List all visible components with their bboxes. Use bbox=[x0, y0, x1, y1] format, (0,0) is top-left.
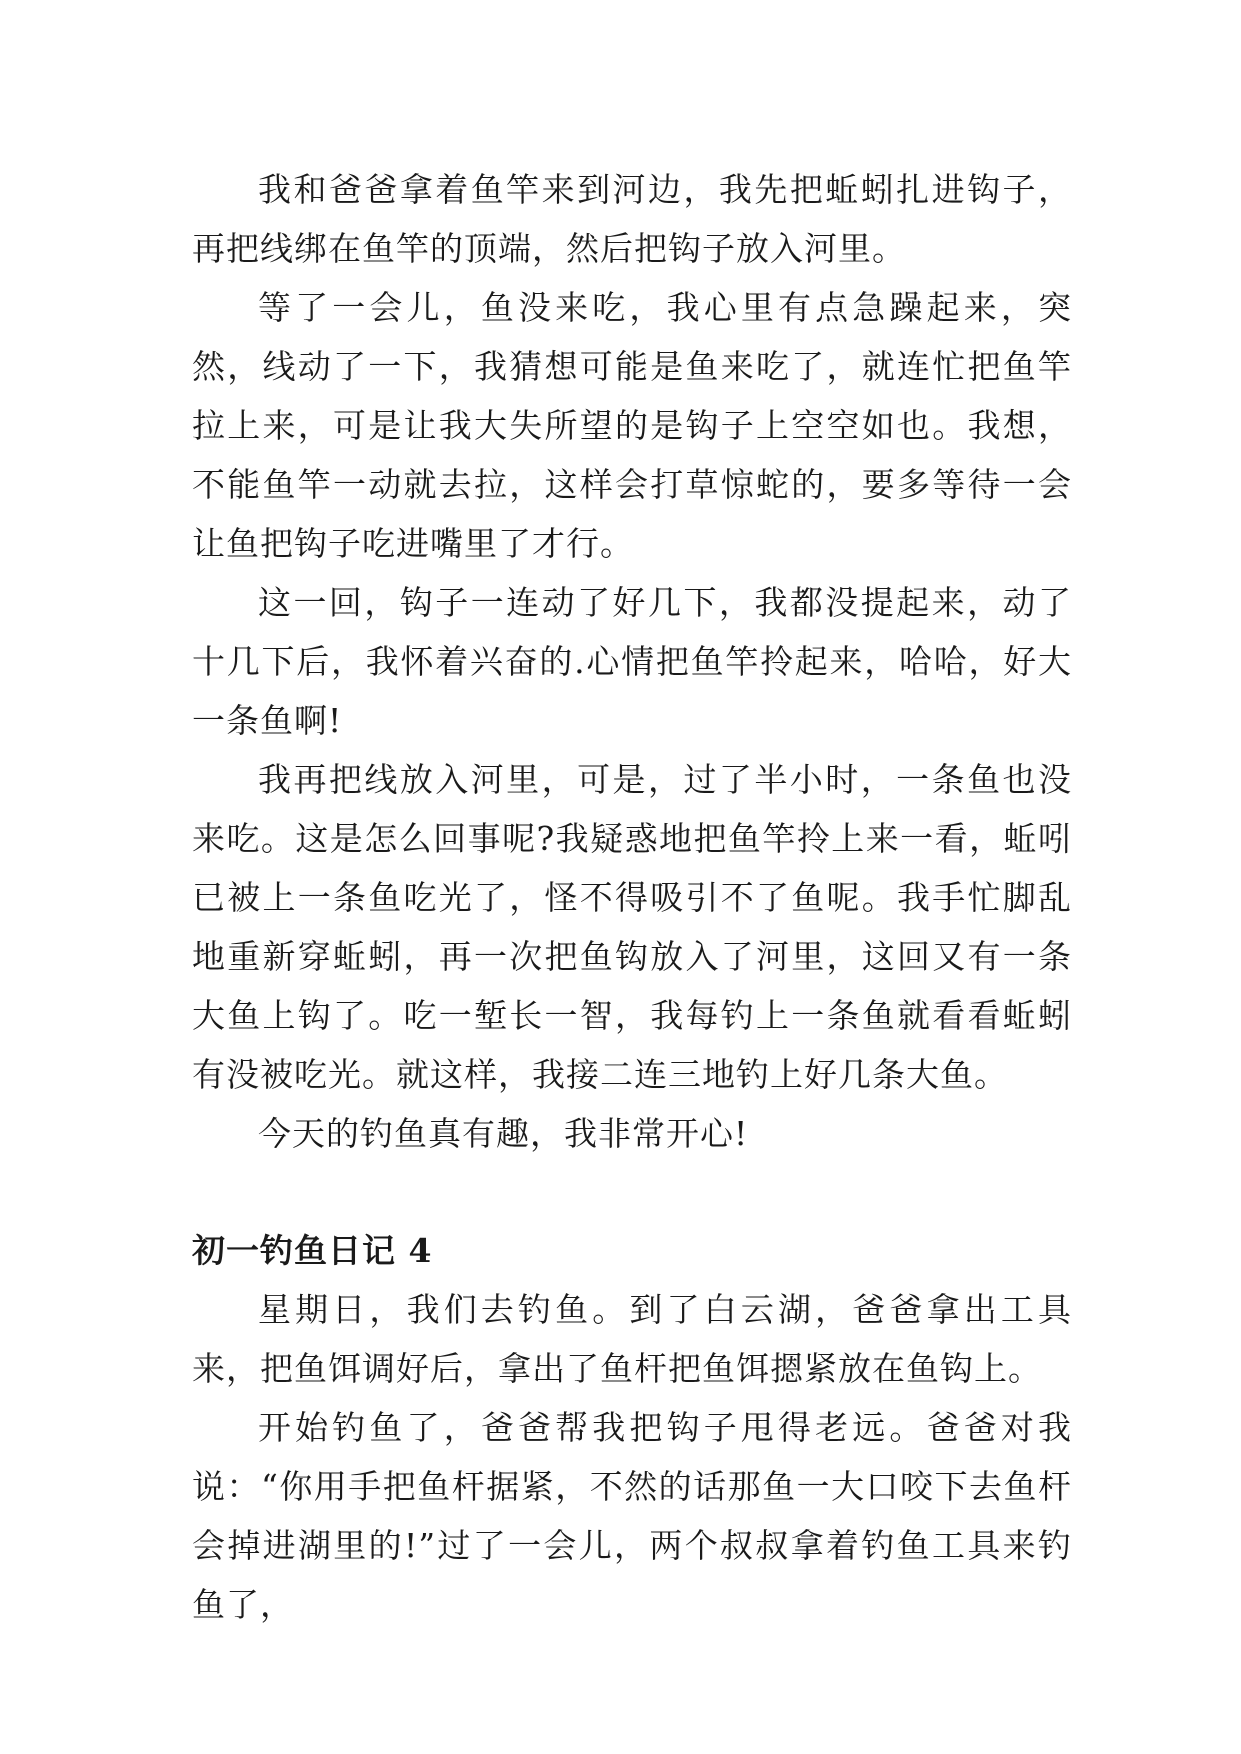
article-body bbox=[192, 160, 1072, 1634]
paragraph-3: 这一回，钩子一连动了好几下，我都没提起来，动了十几下后，我怀着兴奋的.心情把鱼竿拎起来，哈哈，好大一条鱼啊! bbox=[192, 583, 1072, 740]
paragraph-1: 我和爸爸拿着鱼竿来到河边，我先把蚯蚓扎进钩子，再把线绑在鱼竿的顶端，然后把钩子放入河里。 bbox=[192, 170, 1072, 268]
paragraph-5: 今天的钓鱼真有趣，我非常开心! bbox=[258, 1114, 749, 1153]
section-title: 初一钓鱼日记 4 bbox=[192, 1231, 433, 1270]
paragraph-7: 开始钓鱼了，爸爸帮我把钩子甩得老远。爸爸对我说：“你用手把鱼杆据紧，不然的话那鱼一大口咬下去鱼杆会掉进湖里的!”过了一会儿，两个叔叔拿着钓鱼工具来钓鱼了， bbox=[192, 1408, 1072, 1624]
paragraph-6: 星期日，我们去钓鱼。到了白云湖，爸爸拿出工具来，把鱼饵调好后，拿出了鱼杆把鱼饵摁紧放在鱼钩上。 bbox=[192, 1290, 1072, 1388]
paragraph-2: 等了一会儿，鱼没来吃，我心里有点急躁起来，突然，线动了一下，我猜想可能是鱼来吃了，就连忙把鱼竿拉上来，可是让我大失所望的是钩子上空空如也。我想，不能鱼竿一动就去拉，这样会打草惊蛇的，要多等待一会让鱼把钩子吃进嘴里了才行。 bbox=[192, 288, 1072, 563]
paragraph-4: 我再把线放入河里，可是，过了半小时，一条鱼也没来吃。这是怎么回事呢?我疑惑地把鱼竿拎上来一看，蚯吲已被上一条鱼吃光了，怪不得吸引不了鱼呢。我手忙脚乱地重新穿蚯蚓，再一次把鱼钩放入了河里，这回又有一条大鱼上钩了。吃一堑长一智，我每钓上一条鱼就看看蚯蚓有没被吃光。就这样，我接二连三地钓上好几条大鱼。 bbox=[192, 760, 1072, 1094]
